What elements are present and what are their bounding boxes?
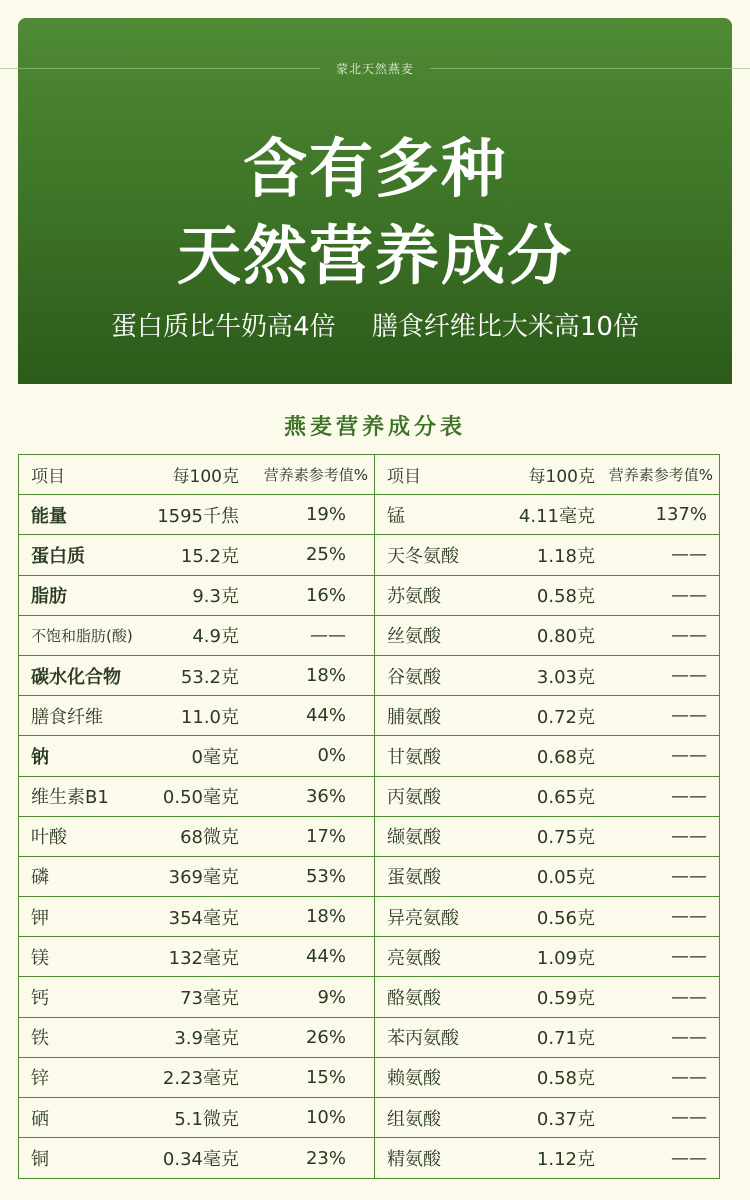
nutrient-nrv: 10%: [239, 1098, 375, 1137]
nutrient-name: 镁: [31, 947, 49, 969]
nutrient-name-2: 酪氨酸: [387, 988, 441, 1010]
nutrient-nrv-2: ——: [671, 865, 707, 887]
table-row: [19, 857, 719, 897]
table-row: [19, 897, 719, 937]
header-item-2: 项目: [387, 467, 421, 488]
nutrient-amount: 369毫克: [168, 867, 239, 889]
table-row: [19, 576, 719, 616]
nutrient-name: 硒: [31, 1108, 49, 1130]
nutrient-amount-2: 0.75克: [536, 827, 595, 849]
nutrient-nrv: 53%: [239, 857, 375, 896]
nutrient-amount: 0.50毫克: [162, 787, 239, 809]
table-row: [19, 736, 719, 776]
nutrient-nrv-2: ——: [671, 624, 707, 646]
table-row: [19, 535, 719, 575]
nutrient-amount-2: 0.37克: [536, 1108, 595, 1130]
nutrient-amount: 73毫克: [180, 988, 239, 1010]
table-row: [19, 1058, 719, 1098]
nutrient-nrv: 0%: [239, 736, 375, 775]
nutrient-amount-2: 0.58克: [536, 1068, 595, 1090]
nutrient-nrv: 25%: [239, 535, 375, 574]
nutrient-nrv-2: ——: [671, 1026, 707, 1048]
subheadline-fiber: 膳食纤维比大米高10倍: [371, 312, 639, 342]
nutrient-name: 钙: [31, 988, 49, 1010]
nutrient-nrv: 16%: [239, 576, 375, 615]
nutrient-amount: 0毫克: [191, 746, 239, 768]
nutrient-amount-2: 0.68克: [536, 746, 595, 768]
nutrient-name-2: 甘氨酸: [387, 746, 441, 768]
table-row: [19, 1098, 719, 1138]
subheadline-protein: 蛋白质比牛奶高4倍: [111, 312, 336, 342]
nutrient-amount: 354毫克: [168, 907, 239, 929]
table-row: [19, 616, 719, 656]
nutrient-nrv-2: ——: [671, 1066, 707, 1088]
nutrient-nrv: 18%: [239, 897, 375, 936]
nutrient-name: 能量: [31, 505, 67, 527]
nutrient-name: 碳水化合物: [31, 666, 121, 688]
header-per100g: 每100克: [172, 467, 239, 488]
nutrient-amount: 5.1微克: [174, 1108, 239, 1130]
nutrient-amount-2: 0.80克: [536, 626, 595, 648]
nutrient-amount-2: 0.05克: [536, 867, 595, 889]
nutrient-name-2: 缬氨酸: [387, 827, 441, 849]
nutrient-nrv: 36%: [239, 777, 375, 816]
nutrient-name: 钾: [31, 907, 49, 929]
nutrient-name: 叶酸: [31, 827, 67, 849]
nutrient-name: 铁: [31, 1028, 49, 1050]
nutrient-nrv-2: ——: [671, 825, 707, 847]
nutrition-table: [18, 454, 720, 1179]
nutrient-nrv-2: ——: [671, 745, 707, 767]
nutrient-amount-2: 4.11毫克: [518, 505, 595, 527]
nutrient-amount: 1595千焦: [157, 505, 239, 527]
nutrient-nrv: 23%: [239, 1138, 375, 1178]
nutrient-name-2: 蛋氨酸: [387, 867, 441, 889]
nutrient-amount-2: 3.03克: [536, 666, 595, 688]
table-row: [19, 656, 719, 696]
header-item: 项目: [31, 467, 65, 488]
nutrient-name-2: 组氨酸: [387, 1108, 441, 1130]
table-title: 燕麦营养成分表: [283, 415, 466, 440]
headline-line2: 天然营养成分: [177, 220, 573, 294]
nutrient-name: 铜: [31, 1149, 49, 1171]
nutrient-nrv-2: ——: [671, 986, 707, 1008]
nutrient-amount-2: 1.09克: [536, 947, 595, 969]
nutrient-name-2: 丙氨酸: [387, 787, 441, 809]
nutrient-nrv: 19%: [239, 495, 375, 534]
table-row: [19, 495, 719, 535]
nutrient-nrv-2: 137%: [655, 504, 707, 526]
nutrient-nrv-2: ——: [671, 584, 707, 606]
brand-name: 蒙北天然燕麦: [335, 62, 414, 76]
nutrient-name-2: 异亮氨酸: [387, 907, 459, 929]
nutrient-nrv-2: ——: [671, 544, 707, 566]
nutrient-name-2: 苏氨酸: [387, 586, 441, 608]
nutrient-name: 不饱和脂肪(酸): [31, 626, 133, 645]
nutrient-name: 膳食纤维: [31, 706, 103, 728]
nutrient-name: 锌: [31, 1068, 49, 1090]
nutrient-name: 钠: [31, 746, 49, 768]
nutrient-amount-2: 1.12克: [536, 1149, 595, 1171]
header-per100g-2: 每100克: [528, 467, 595, 488]
nutrient-nrv-2: ——: [671, 705, 707, 727]
nutrient-name-2: 谷氨酸: [387, 666, 441, 688]
nutrient-nrv-2: ——: [671, 785, 707, 807]
nutrient-amount-2: 0.72克: [536, 706, 595, 728]
nutrient-name-2: 精氨酸: [387, 1149, 441, 1171]
nutrient-amount: 3.9毫克: [174, 1028, 239, 1050]
nutrient-amount-2: 1.18克: [536, 545, 595, 567]
nutrient-amount: 11.0克: [180, 706, 239, 728]
table-row: [19, 696, 719, 736]
table-row: [19, 817, 719, 857]
nutrient-name-2: 苯丙氨酸: [387, 1028, 459, 1050]
nutrient-name: 蛋白质: [31, 545, 85, 567]
nutrient-nrv: 18%: [239, 656, 375, 695]
table-row: [19, 777, 719, 817]
nutrient-amount: 53.2克: [180, 666, 239, 688]
header-nrv: 营养素参考值%: [239, 455, 375, 494]
nutrient-name-2: 丝氨酸: [387, 626, 441, 648]
nutrient-nrv-2: ——: [671, 665, 707, 687]
nutrient-name-2: 赖氨酸: [387, 1068, 441, 1090]
nutrient-amount-2: 0.56克: [536, 907, 595, 929]
nutrient-nrv: ——: [239, 616, 375, 655]
nutrient-amount-2: 0.71克: [536, 1028, 595, 1050]
nutrient-amount-2: 0.58克: [536, 586, 595, 608]
nutrient-amount-2: 0.59克: [536, 988, 595, 1010]
nutrient-name: 脂肪: [31, 586, 67, 608]
nutrient-nrv-2: ——: [671, 906, 707, 928]
subheadline: [18, 306, 732, 343]
table-row: [19, 1018, 719, 1058]
nutrient-amount: 68微克: [180, 827, 239, 849]
nutrient-name-2: 锰: [387, 505, 405, 527]
nutrient-nrv-2: ——: [671, 1147, 707, 1169]
table-row: [19, 937, 719, 977]
nutrient-amount: 2.23毫克: [162, 1068, 239, 1090]
header-nrv-2: 营养素参考值%: [608, 466, 713, 485]
nutrient-name-2: 亮氨酸: [387, 947, 441, 969]
nutrient-nrv: 15%: [239, 1058, 375, 1097]
nutrient-nrv: 17%: [239, 817, 375, 856]
nutrient-nrv-2: ——: [671, 946, 707, 968]
nutrient-amount: 4.9克: [192, 626, 239, 648]
nutrient-amount-2: 0.65克: [536, 787, 595, 809]
nutrient-amount: 132毫克: [168, 947, 239, 969]
nutrient-name-2: 脯氨酸: [387, 706, 441, 728]
nutrient-amount: 0.34毫克: [162, 1149, 239, 1171]
table-row: [19, 1138, 719, 1178]
nutrient-amount: 15.2克: [180, 545, 239, 567]
nutrient-name: 磷: [31, 867, 49, 889]
nutrient-nrv-2: ——: [671, 1107, 707, 1129]
nutrient-name: 维生素B1: [31, 787, 109, 809]
nutrient-nrv: 44%: [239, 937, 375, 976]
nutrient-amount: 9.3克: [192, 586, 239, 608]
table-header-row: [19, 455, 719, 495]
nutrient-nrv: 9%: [239, 977, 375, 1016]
headline-line1: 含有多种: [243, 133, 507, 207]
nutrient-name-2: 天冬氨酸: [387, 545, 459, 567]
nutrient-nrv: 26%: [239, 1018, 375, 1057]
table-row: [19, 977, 719, 1017]
nutrient-nrv: 44%: [239, 696, 375, 735]
